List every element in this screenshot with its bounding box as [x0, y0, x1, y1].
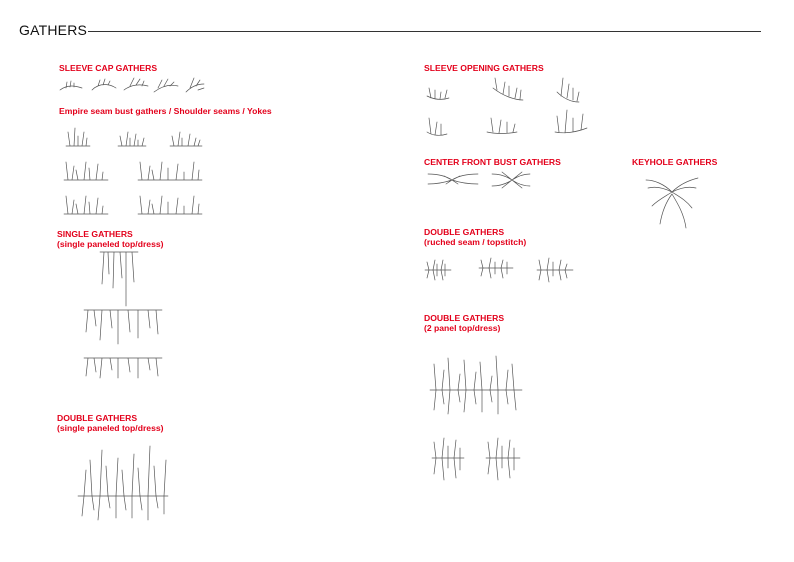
double-panel-label-1: DOUBLE GATHERS: [424, 313, 505, 323]
double-panel-label-2: (2 panel top/dress): [424, 323, 501, 333]
title-rule: [88, 31, 761, 32]
double-ruched-sketch: [423, 256, 583, 286]
empire-seam-sketch: [62, 122, 212, 218]
sleeve-cap-gathers-label: SLEEVE CAP GATHERS: [59, 63, 158, 73]
double-ruched-label-1: DOUBLE GATHERS: [424, 227, 505, 237]
single-gathers-label-2: (single paneled top/dress): [57, 239, 164, 249]
single-gathers-sketch: [78, 248, 168, 380]
page-title: GATHERS: [19, 22, 88, 38]
single-gathers-label-1: SINGLE GATHERS: [57, 229, 133, 239]
double-panel-sketch: [428, 350, 528, 498]
sleeve-cap-gathers-sketch: [58, 74, 208, 96]
center-front-bust-label: CENTER FRONT BUST GATHERS: [424, 157, 561, 167]
keyhole-gathers-sketch: [642, 170, 702, 232]
double-gathers-label-1: DOUBLE GATHERS: [57, 413, 138, 423]
double-ruched-label-2: (ruched seam / topstitch): [424, 237, 527, 247]
double-gathers-sketch: [76, 440, 172, 522]
double-gathers-label-2: (single paneled top/dress): [57, 423, 164, 433]
sleeve-opening-gathers-label: SLEEVE OPENING GATHERS: [424, 63, 544, 73]
keyhole-gathers-label: KEYHOLE GATHERS: [632, 157, 718, 167]
sleeve-opening-gathers-sketch: [423, 74, 593, 140]
center-front-bust-sketch: [424, 168, 534, 194]
empire-seam-label: Empire seam bust gathers / Shoulder seams / Yokes: [59, 106, 272, 116]
